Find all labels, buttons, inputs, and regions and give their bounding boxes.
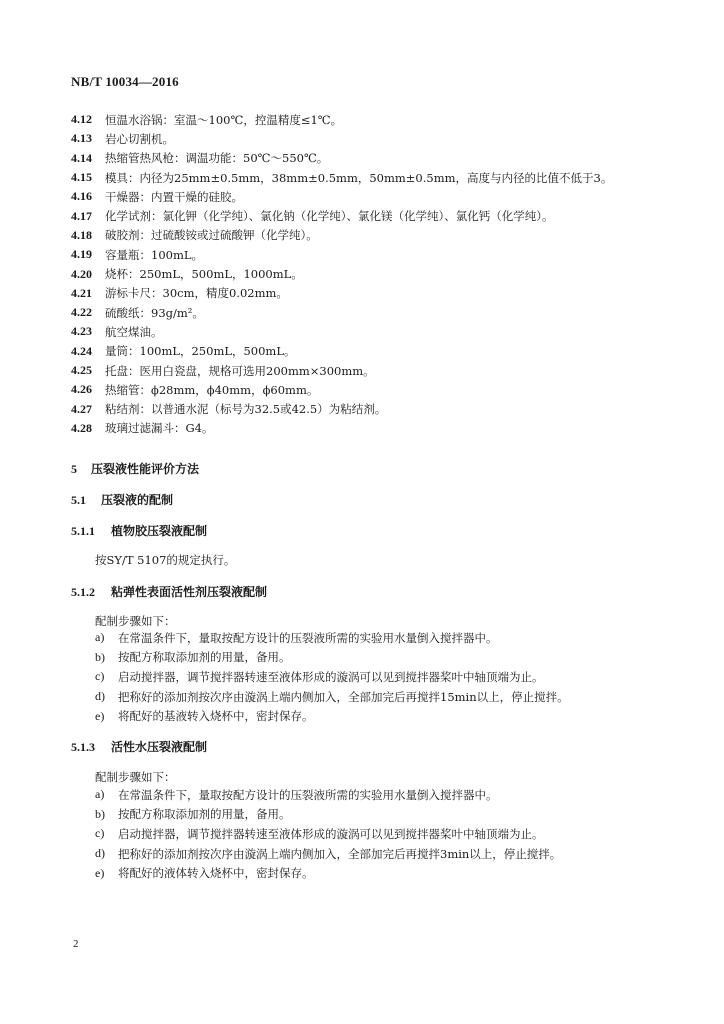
list-item (71, 342, 671, 361)
step-text: 将配好的液体转入烧杯中，密封保存。 (118, 866, 314, 881)
item-number: 4.12 (71, 112, 92, 127)
steps-intro: 配制步骤如下： (95, 614, 176, 628)
item-number: 4.16 (71, 189, 92, 204)
item-text: 干燥器：内置干燥的硅胶。 (105, 189, 243, 204)
section-number: 5.1.1 (71, 524, 95, 538)
step-text: 按配方称取添加剂的用量，备用。 (118, 807, 291, 822)
steps-list (95, 628, 655, 726)
section-number: 5 (71, 462, 77, 476)
list-item (71, 264, 671, 283)
section-number: 5.1 (71, 493, 86, 507)
section-number: 5.1.2 (71, 585, 95, 599)
item-text: 容量瓶：100mL。 (105, 247, 203, 262)
list-item (71, 226, 671, 245)
item-number: 4.24 (71, 343, 92, 358)
steps-list (95, 785, 655, 883)
list-item (71, 168, 671, 187)
steps-intro: 配制步骤如下： (95, 770, 176, 784)
list-item (71, 149, 671, 168)
item-text: 化学试剂：氯化钾（化学纯）、氯化钠（化学纯）、氯化镁（化学纯）、氯化钙（化学纯）。 (105, 209, 554, 224)
list-item (71, 129, 671, 148)
list-item (95, 628, 655, 648)
item-text: 烧杯：250mL，500mL，1000mL。 (105, 267, 303, 282)
step-label: b) (95, 806, 105, 821)
section-heading-5 (71, 460, 199, 477)
body-paragraph: 按SY/T 5107的规定执行。 (95, 553, 236, 567)
list-item (71, 361, 671, 380)
item-number: 4.19 (71, 247, 92, 262)
step-label: b) (95, 649, 105, 664)
item-number: 4.26 (71, 382, 92, 397)
step-label: a) (95, 787, 105, 802)
list-item (71, 419, 671, 438)
step-text: 按配方称取添加剂的用量，备用。 (118, 650, 291, 665)
list-item (71, 110, 671, 129)
list-item (71, 303, 671, 322)
page-number: 2 (73, 938, 79, 950)
section-number: 5.1.3 (71, 740, 95, 754)
item-number: 4.27 (71, 401, 92, 416)
list-item (95, 785, 655, 805)
item-text: 航空煤油。 (105, 324, 163, 339)
list-item (95, 863, 655, 883)
item-text: 热缩管：ϕ28mm，ϕ40mm，ϕ60mm。 (105, 382, 319, 397)
item-text: 玻璃过滤漏斗：G4。 (105, 421, 214, 436)
item-text: 硫酸纸：93g/m²。 (105, 305, 204, 320)
item-number: 4.13 (71, 131, 92, 146)
step-label: d) (95, 846, 105, 861)
item-text: 岩心切割机。 (105, 131, 174, 146)
section-title: 压裂液性能评价方法 (91, 462, 200, 476)
item-number: 4.18 (71, 227, 92, 242)
item-text: 恒温水浴锅：室温～100℃，控温精度≤1℃。 (105, 112, 343, 127)
step-text: 在常温条件下，量取按配方设计的压裂液所需的实验用水量倒入搅拌器中。 (118, 787, 498, 802)
item-number: 4.21 (71, 285, 92, 300)
list-item (95, 706, 655, 726)
item-number: 4.17 (71, 208, 92, 223)
item-number: 4.25 (71, 363, 92, 377)
item-text: 热缩管热风枪：调温功能：50℃～550℃。 (105, 151, 329, 166)
item-number: 4.20 (71, 266, 92, 281)
item-number: 4.22 (71, 305, 92, 320)
step-text: 在常温条件下，量取按配方设计的压裂液所需的实验用水量倒入搅拌器中。 (118, 630, 498, 645)
item-text: 粘结剂：以普通水泥（标号为32.5或42.5）为粘结剂。 (105, 402, 387, 417)
section-title: 活性水压裂液配制 (111, 740, 208, 754)
standard-code-header: NB/T 10034—2016 (71, 74, 179, 89)
step-text: 启动搅拌器，调节搅拌器转速至液体形成的漩涡可以见到搅拌器桨叶中轴顶端为止。 (118, 669, 544, 684)
step-text: 把称好的添加剂按次序由漩涡上端内侧加入，全部加完后再搅拌3min以上，停止搅拌。 (118, 846, 562, 861)
section-heading-5-1-2 (71, 583, 267, 600)
step-text: 将配好的基液转入烧杯中，密封保存。 (118, 709, 314, 724)
step-label: d) (95, 689, 105, 704)
item-text: 游标卡尺：30cm，精度0.02mm。 (105, 286, 288, 301)
step-text: 启动搅拌器，调节搅拌器转速至液体形成的漩涡可以见到搅拌器桨叶中轴顶端为止。 (118, 826, 544, 841)
list-item (95, 805, 655, 825)
list-item (95, 824, 655, 844)
section-heading-5-1 (71, 491, 173, 508)
section-heading-5-1-1 (71, 522, 207, 539)
step-label: e) (95, 708, 105, 723)
list-item (71, 322, 671, 341)
list-item (95, 687, 655, 707)
section-title: 压裂液的配制 (101, 493, 174, 507)
section-title: 粘弹性表面活性剂压裂液配制 (111, 585, 268, 599)
item-number: 4.23 (71, 324, 92, 339)
list-item (71, 187, 671, 206)
step-label: c) (95, 826, 105, 841)
step-label: c) (95, 669, 105, 684)
step-label: e) (95, 865, 105, 880)
list-item (71, 399, 671, 418)
step-label: a) (95, 630, 105, 645)
list-item (71, 245, 671, 264)
list-item (71, 380, 671, 399)
list-item (71, 284, 671, 303)
list-item (71, 206, 671, 225)
list-item (95, 648, 655, 668)
list-item (95, 844, 655, 864)
item-text: 量筒：100mL，250mL，500mL。 (105, 344, 296, 359)
item-text: 模具：内径为25mm±0.5mm，38mm±0.5mm，50mm±0.5mm，高度与内径的比值不低于3。 (105, 170, 613, 185)
list-item (95, 667, 655, 687)
equipment-list (71, 110, 671, 438)
item-text: 破胶剂：过硫酸铵或过硫酸钾（化学纯）。 (105, 228, 318, 243)
item-number: 4.15 (71, 170, 92, 185)
step-text: 把称好的添加剂按次序由漩涡上端内侧加入，全部加完后再搅拌15min以上，停止搅拌。 (118, 689, 569, 704)
item-number: 4.28 (71, 420, 92, 435)
section-heading-5-1-3 (71, 738, 207, 755)
item-number: 4.14 (71, 150, 92, 165)
section-title: 植物胶压裂液配制 (111, 524, 208, 538)
item-text: 托盘：医用白瓷盘，规格可选用200mm×300mm。 (105, 363, 375, 378)
